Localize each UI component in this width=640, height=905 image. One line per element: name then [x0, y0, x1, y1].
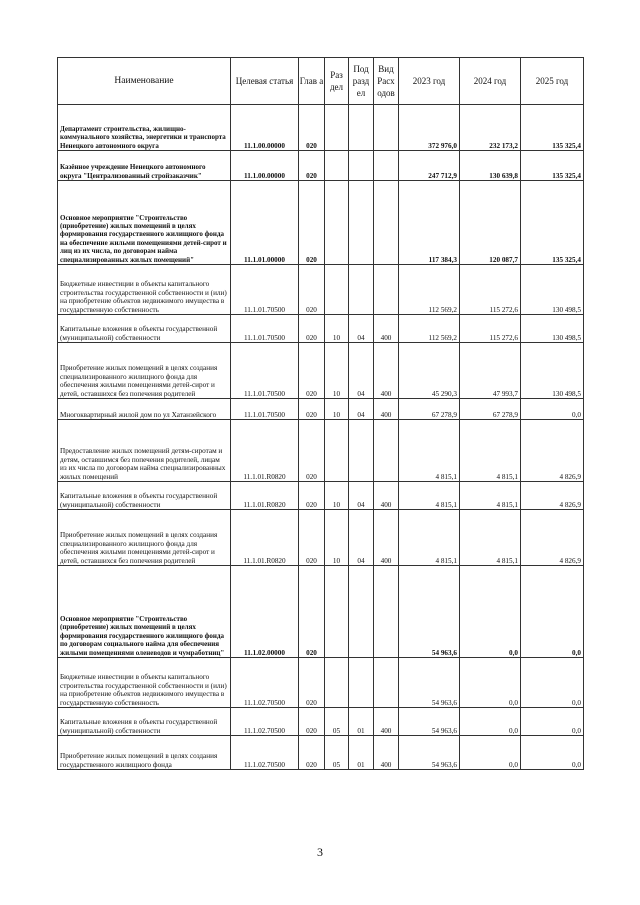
cell-y2025: 4 826,9 — [521, 420, 584, 482]
cell-razdel — [325, 181, 349, 265]
cell-vid — [374, 105, 399, 151]
cell-target: 11.1.01.00000 — [231, 181, 299, 265]
table-row — [58, 181, 584, 265]
cell-razdel — [325, 566, 349, 658]
cell-y2023: 4 815,1 — [399, 510, 460, 566]
cell-name: Предоставление жилых помещений детям-сиротам и детям, оставшимся без попечения родителей, лицам из их числа по договорам найма специализированных жилых помещений — [58, 420, 231, 482]
cell-y2023: 54 963,6 — [399, 658, 460, 708]
cell-target: 11.1.02.70500 — [231, 658, 299, 708]
cell-vid: 400 — [374, 482, 399, 510]
cell-podrazdel — [349, 420, 374, 482]
cell-name: Капитальные вложения в объекты государственной (муниципальной) собственности — [58, 482, 231, 510]
cell-target: 11.1.00.00000 — [231, 105, 299, 151]
cell-y2023: 112 569,2 — [399, 265, 460, 315]
cell-y2025: 0,0 — [521, 566, 584, 658]
cell-target: 11.1.01.R0820 — [231, 510, 299, 566]
cell-glava: 020 — [299, 482, 325, 510]
page-number: 3 — [317, 845, 323, 859]
cell-y2024: 115 272,6 — [460, 265, 521, 315]
cell-razdel: 10 — [325, 510, 349, 566]
table-row — [58, 566, 584, 658]
cell-glava: 020 — [299, 510, 325, 566]
cell-target: 11.1.01.70500 — [231, 343, 299, 399]
cell-y2025: 0,0 — [521, 708, 584, 736]
cell-target: 11.1.02.00000 — [231, 566, 299, 658]
cell-name: Приобретение жилых помещений в целях создания специализированного жилищного фонда для обеспечения жилыми помещениями детей-сирот и детей, оставшихся без попечения родителей — [58, 510, 231, 566]
cell-y2023: 247 712,9 — [399, 151, 460, 181]
cell-podrazdel — [349, 566, 374, 658]
cell-podrazdel — [349, 181, 374, 265]
cell-vid: 400 — [374, 708, 399, 736]
table-row — [58, 510, 584, 566]
cell-y2023: 45 290,3 — [399, 343, 460, 399]
header-razdel: Раз дел — [325, 58, 349, 105]
cell-podrazdel: 01 — [349, 736, 374, 770]
table-row — [58, 315, 584, 343]
cell-razdel — [325, 151, 349, 181]
cell-podrazdel — [349, 265, 374, 315]
cell-vid — [374, 420, 399, 482]
table-row — [58, 151, 584, 181]
cell-y2024: 120 087,7 — [460, 181, 521, 265]
cell-y2023: 67 278,9 — [399, 399, 460, 420]
cell-vid: 400 — [374, 399, 399, 420]
cell-razdel — [325, 265, 349, 315]
cell-name: Капитальные вложения в объекты государственной (муниципальной) собственности — [58, 315, 231, 343]
cell-y2023: 117 384,3 — [399, 181, 460, 265]
table-row — [58, 708, 584, 736]
cell-y2024: 130 639,8 — [460, 151, 521, 181]
cell-target: 11.1.01.70500 — [231, 315, 299, 343]
cell-y2024: 47 993,7 — [460, 343, 521, 399]
cell-vid: 400 — [374, 343, 399, 399]
cell-razdel — [325, 658, 349, 708]
header-2025: 2025 год — [521, 58, 584, 105]
budget-table — [57, 57, 584, 770]
cell-target: 11.1.01.R0820 — [231, 420, 299, 482]
table-row — [58, 658, 584, 708]
cell-y2025: 0,0 — [521, 399, 584, 420]
cell-y2025: 130 498,5 — [521, 343, 584, 399]
header-podrazdel: Под разд ел — [349, 58, 374, 105]
cell-glava: 020 — [299, 566, 325, 658]
cell-glava: 020 — [299, 181, 325, 265]
cell-y2025: 4 826,9 — [521, 482, 584, 510]
header-2024: 2024 год — [460, 58, 521, 105]
cell-y2024: 4 815,1 — [460, 482, 521, 510]
cell-y2025: 135 325,4 — [521, 181, 584, 265]
cell-y2023: 54 963,6 — [399, 708, 460, 736]
cell-vid — [374, 658, 399, 708]
cell-y2024: 4 815,1 — [460, 510, 521, 566]
header-vid: Вид Расх одов — [374, 58, 399, 105]
cell-y2024: 232 173,2 — [460, 105, 521, 151]
cell-razdel: 10 — [325, 315, 349, 343]
cell-podrazdel — [349, 105, 374, 151]
cell-name: Казённое учреждение Ненецкого автономного округа "Централизованный стройзаказчик" — [58, 151, 231, 181]
cell-y2023: 112 569,2 — [399, 315, 460, 343]
cell-glava: 020 — [299, 420, 325, 482]
cell-y2023: 54 963,6 — [399, 736, 460, 770]
table-row — [58, 736, 584, 770]
table-row — [58, 420, 584, 482]
cell-glava: 020 — [299, 151, 325, 181]
cell-podrazdel — [349, 151, 374, 181]
cell-y2024: 4 815,1 — [460, 420, 521, 482]
cell-glava: 020 — [299, 708, 325, 736]
header-glava: Глав а — [299, 58, 325, 105]
cell-razdel: 10 — [325, 482, 349, 510]
cell-vid: 400 — [374, 315, 399, 343]
cell-y2025: 135 325,4 — [521, 151, 584, 181]
table-row — [58, 105, 584, 151]
cell-name: Приобретение жилых помещений в целях создания специализированного жилищного фонда для обеспечения жилыми помещениями детей-сирот и детей, оставшихся без попечения родителей — [58, 343, 231, 399]
cell-target: 11.1.01.R0820 — [231, 482, 299, 510]
cell-y2024: 0,0 — [460, 708, 521, 736]
cell-y2024: 67 278,9 — [460, 399, 521, 420]
cell-razdel: 05 — [325, 708, 349, 736]
cell-y2023: 4 815,1 — [399, 420, 460, 482]
cell-podrazdel: 04 — [349, 343, 374, 399]
cell-name: Капитальные вложения в объекты государственной (муниципальной) собственности — [58, 708, 231, 736]
cell-target: 11.1.02.70500 — [231, 736, 299, 770]
cell-glava: 020 — [299, 315, 325, 343]
cell-podrazdel: 04 — [349, 315, 374, 343]
cell-podrazdel: 04 — [349, 482, 374, 510]
cell-razdel: 05 — [325, 736, 349, 770]
cell-y2025: 135 325,4 — [521, 105, 584, 151]
cell-vid: 400 — [374, 510, 399, 566]
header-2023: 2023 год — [399, 58, 460, 105]
cell-podrazdel — [349, 658, 374, 708]
cell-razdel: 10 — [325, 399, 349, 420]
cell-y2024: 0,0 — [460, 736, 521, 770]
cell-glava: 020 — [299, 105, 325, 151]
cell-glava: 020 — [299, 343, 325, 399]
cell-razdel: 10 — [325, 343, 349, 399]
cell-glava: 020 — [299, 399, 325, 420]
cell-name: Многоквартирный жилой дом по ул Хатанзейского — [58, 399, 231, 420]
cell-y2023: 372 976,0 — [399, 105, 460, 151]
cell-name: Основное мероприятие "Строительство (приобретение) жилых помещений в целях формирования государственного жилищного фонда на обеспечение жильми помещениями детей-сирот и лиц из их числа, по договорам найма специализированных жилых помещений" — [58, 181, 231, 265]
cell-name: Приобретение жилых помещений в целях создания государственного жилищного фонда — [58, 736, 231, 770]
cell-glava: 020 — [299, 265, 325, 315]
header-name: Наименование — [58, 58, 231, 105]
cell-y2025: 130 498,5 — [521, 315, 584, 343]
cell-podrazdel: 04 — [349, 399, 374, 420]
cell-razdel — [325, 105, 349, 151]
cell-y2024: 115 272,6 — [460, 315, 521, 343]
cell-y2025: 0,0 — [521, 658, 584, 708]
cell-razdel — [325, 420, 349, 482]
cell-target: 11.1.00.00000 — [231, 151, 299, 181]
cell-vid — [374, 566, 399, 658]
cell-vid — [374, 181, 399, 265]
table-row — [58, 343, 584, 399]
cell-vid: 400 — [374, 736, 399, 770]
cell-name: Департамент строительства, жилищно-коммунального хозяйства, энергетики и транспорта Ненецкого автономного округа — [58, 105, 231, 151]
cell-glava: 020 — [299, 658, 325, 708]
cell-target: 11.1.02.70500 — [231, 708, 299, 736]
cell-y2024: 0,0 — [460, 566, 521, 658]
table-row — [58, 399, 584, 420]
table-header-row — [58, 58, 584, 105]
cell-name: Бюджетные инвестиции в объекты капитального строительства государственной собственности и (или) на приобретение объектов недвижимого имущества в государственную собственность — [58, 658, 231, 708]
cell-y2023: 4 815,1 — [399, 482, 460, 510]
table-body — [58, 105, 584, 770]
table-row — [58, 265, 584, 315]
cell-y2025: 4 826,9 — [521, 510, 584, 566]
cell-y2023: 54 963,6 — [399, 566, 460, 658]
cell-target: 11.1.01.70500 — [231, 399, 299, 420]
header-target: Целевая статья — [231, 58, 299, 105]
cell-glava: 020 — [299, 736, 325, 770]
cell-podrazdel: 04 — [349, 510, 374, 566]
cell-podrazdel: 01 — [349, 708, 374, 736]
cell-y2025: 0,0 — [521, 736, 584, 770]
cell-name: Бюджетные инвестиции в объекты капитального строительства государственной собственности и (или) на приобретение объектов недвижимого имущества в государственную собственность — [58, 265, 231, 315]
table-row — [58, 482, 584, 510]
cell-y2024: 0,0 — [460, 658, 521, 708]
cell-vid — [374, 265, 399, 315]
cell-name: Основное мероприятие "Строительство (приобретение) жилых помещений в целях формирования государственного жилищного фонда по договорам социального найма для обеспечения жилыми помещениями оленеводов и чумработниц" — [58, 566, 231, 658]
cell-vid — [374, 151, 399, 181]
cell-target: 11.1.01.70500 — [231, 265, 299, 315]
cell-y2025: 130 498,5 — [521, 265, 584, 315]
